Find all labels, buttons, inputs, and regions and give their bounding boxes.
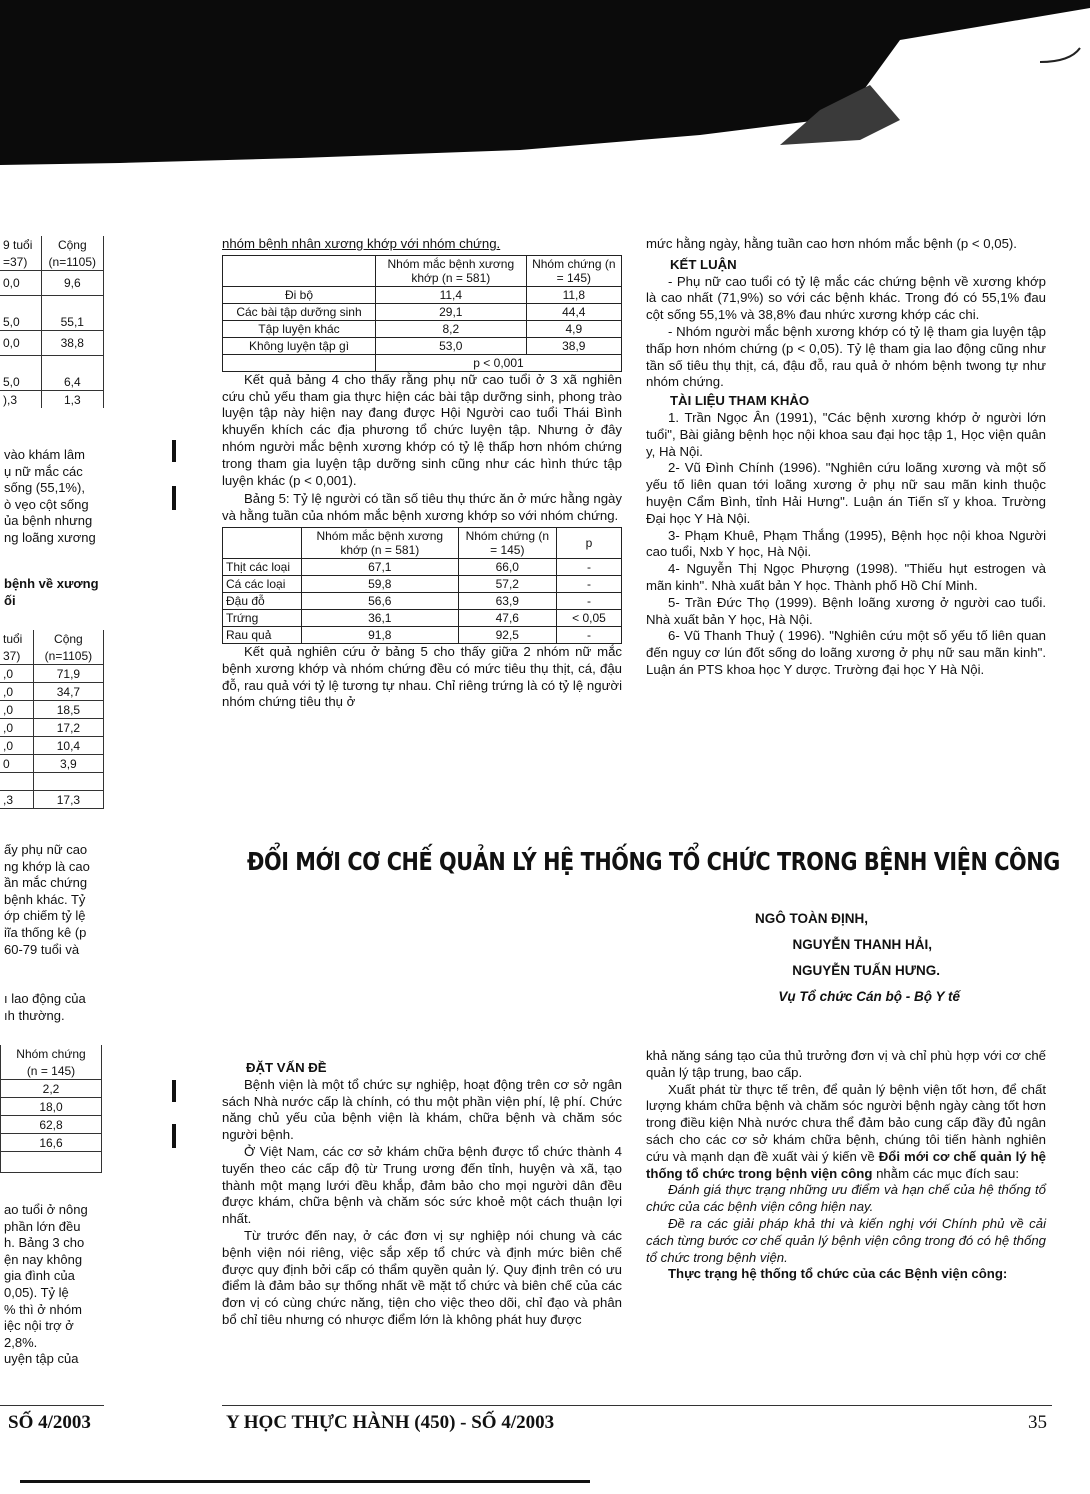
table-cell: 56,6	[302, 592, 459, 609]
text-line: bệnh khác. Tỷ	[4, 891, 86, 907]
table-cell: Không luyện tập gì	[223, 337, 376, 354]
margin-mark	[172, 1124, 176, 1148]
table-cell	[1, 1152, 102, 1173]
table-cell: 8,2	[376, 320, 527, 337]
decorative-banner	[0, 0, 1090, 175]
table-cell: ,3	[0, 791, 33, 809]
footer-rule	[222, 1405, 1052, 1406]
fragment-text-4	[4, 991, 86, 1024]
table-cell: Cộng	[41, 236, 103, 253]
table-cell: 34,7	[33, 683, 103, 701]
table-cell: 91,8	[302, 626, 459, 643]
table-p-value: p < 0,001	[376, 354, 622, 371]
text-line: % thì ở nhóm	[4, 1301, 82, 1317]
table-cell: 37)	[0, 647, 33, 665]
table-cell: 36,1	[302, 609, 459, 626]
page-number: 35	[1028, 1412, 1047, 1433]
table-cell: ,0	[0, 683, 33, 701]
table-cell: 59,8	[302, 575, 459, 592]
text-line: 0,05). Tỷ lệ	[4, 1284, 69, 1300]
text-line: ao tuổi ở nông	[4, 1202, 88, 1217]
emphasis-text: Đổi mới cơ chế quản lý hệ thống tổ chức trong bệnh viện công	[646, 1148, 1046, 1181]
paragraph: khả năng sáng tạo của thủ trưởng đơn vị và chỉ phù hợp với cơ chế quản lý tập trung, bao cấp.	[646, 1048, 1046, 1080]
margin-mark	[172, 1080, 176, 1102]
table-cell	[0, 773, 33, 791]
text-line: ı lao động của	[4, 991, 86, 1006]
table-cell: 10,4	[33, 737, 103, 755]
paragraph	[646, 1082, 1046, 1183]
article-title: ĐỔI MỚI CƠ CHẾ QUẢN LÝ HỆ THỐNG TỔ CHỨC TRONG BỆNH VIỆN CÔNG	[247, 847, 1060, 876]
table-cell: 3,9	[33, 755, 103, 773]
table-cell	[223, 255, 376, 286]
goal-item: Đánh giá thực trạng những ưu điểm và hạn chế của hệ thống tổ chức của các bệnh viện công hiện nay.	[646, 1182, 1046, 1215]
paragraph: Kết quả nghiên cứu ở bảng 5 cho thấy giữa 2 nhóm nữ mắc bệnh xương khớp và nhóm chứng đều có mức tiêu thụ thịt, cá, đậu đỗ, rau quả với tỷ lệ tương tự nhau. Chỉ riêng trứng là có tỷ lệ người nhóm chứng tiêu thụ ở	[222, 643, 622, 710]
paragraph: mức hằng ngày, hằng tuần cao hơn nhóm mắc bệnh (p < 0,05).	[646, 236, 1017, 251]
text-line: uyện tập của	[4, 1351, 79, 1367]
text-line: ng khớp là cao	[4, 858, 90, 874]
table-cell: 5,0	[0, 313, 41, 331]
reference-item: 5- Trần Đức Thọ (1999). Bệnh loãng xương ở người cao tuổi. Nhà xuất bản Y học, Hà Nội.	[646, 594, 1046, 627]
column-1-lower	[222, 1060, 622, 1329]
table-cell: 53,0	[376, 337, 527, 354]
column-1-upper	[222, 236, 622, 711]
text-line: h. Bảng 3 cho	[4, 1235, 85, 1251]
table-cell: tuổi	[0, 630, 33, 647]
fragment-text-2	[4, 576, 99, 609]
author-name: NGUYỄN THANH HẢI,	[792, 937, 932, 952]
text-line: sống (55,1%),	[4, 480, 85, 496]
footer-journal: Y HỌC THỰC HÀNH (450) - SỐ 4/2003	[226, 1412, 555, 1433]
table-cell	[0, 356, 41, 374]
table-intro: nhóm bệnh nhân xương khớp với nhóm chứng.	[222, 236, 501, 251]
table-cell: ),3	[0, 391, 41, 409]
author-name: NGÔ TOÀN ĐỊNH,	[754, 911, 868, 926]
table-header-cell: Nhóm mắc bệnh xương khớp (n = 581)	[376, 255, 527, 286]
table-cell: -	[557, 575, 622, 592]
fragment-text-5	[4, 1202, 88, 1368]
conclusion-item: - Nhóm người mắc bệnh xương khớp có tỷ lệ tham gia luyện tập thấp hơn nhóm chứng (p < 0,05). Tỷ lệ tham gia lao động cũng như tần số tiêu thụ thịt, cá, đậu đỗ, rau quả ở nhóm bệnh twong tự như nhóm chứng.	[646, 323, 1046, 390]
table-cell: 92,5	[458, 626, 556, 643]
table-cell: 9 tuổi	[0, 236, 41, 253]
table-5	[222, 527, 622, 644]
margin-mark	[172, 440, 176, 462]
conclusion-item: - Phụ nữ cao tuổi có tỷ lệ mắc các chứng bệnh về xương khớp là cao nhất (71,9%) so với các bệnh khác. Trong đó có 55,1% đau cột sống 55,1% và 38,8% đau nhức xương khớp các chi.	[646, 273, 1046, 323]
table-cell: -	[557, 558, 622, 575]
table-cell: 16,6	[1, 1134, 102, 1152]
fragment-text-1	[4, 447, 96, 547]
text-line: ần mắc chứng	[4, 875, 88, 891]
table-cell: 5,0	[0, 373, 41, 391]
table-cell: 17,3	[33, 791, 103, 809]
table-cell: 18,0	[1, 1098, 102, 1116]
table-cell: 1,3	[41, 391, 103, 409]
text-line: ủa bệnh nhưng	[4, 513, 93, 529]
section-heading: ĐẶT VẤN ĐỀ	[246, 1060, 327, 1075]
reference-item: 6- Vũ Thanh Thuỷ ( 1996). "Nghiên cứu một số yếu tố liên quan đến nguy cơ lún đốt sống do loãng xương ở phụ nữ sau mãn kinh". Luận án PTS khoa học Y dược. Trường đại học Y Hà Nội.	[646, 628, 1046, 677]
table-cell: Trứng	[223, 609, 302, 626]
table-cell: 17,2	[33, 719, 103, 737]
table-cell: ,0	[0, 719, 33, 737]
reference-item: 2- Vũ Đình Chính (1996). "Nghiên cứu loãng xương và một số yếu tố liên quan tới loãng xương ở phụ nữ sau mãn kinh thuộc huyện Cẩm Bình, tỉnh Hải Hưng". Luận án Tiến sĩ y khoa. Trường Đại học Y Hà Nội.	[646, 460, 1046, 526]
fragment-text-3	[4, 842, 90, 958]
table-cell: 11,8	[526, 286, 621, 303]
table-cell: Nhóm chứng	[1, 1045, 102, 1062]
section-heading: KẾT LUẬN	[670, 256, 737, 272]
table-cell: 0	[0, 755, 33, 773]
table-cell: 63,9	[458, 592, 556, 609]
text-line: ụ nữ mắc các	[4, 463, 83, 479]
table-cell: (n = 145)	[1, 1062, 102, 1080]
text-line: ıh thường.	[4, 1007, 65, 1023]
fragment-table-1	[0, 236, 104, 408]
table-cell: 11,4	[376, 286, 527, 303]
table-cell: Cá các loại	[223, 575, 302, 592]
table-cell: 0,0	[0, 331, 41, 356]
column-2-lower	[646, 1048, 1046, 1283]
table-header-cell: Nhóm mắc bệnh xương khớp (n = 581)	[302, 527, 459, 558]
table-header-cell: Nhóm chứng (n = 145)	[458, 527, 556, 558]
author-name: NGUYỄN TUẤN HƯNG.	[792, 963, 940, 978]
table-cell: 44,4	[526, 303, 621, 320]
text-line: 60-79 tuổi và	[4, 941, 80, 957]
table-cell: 67,1	[302, 558, 459, 575]
table-cell: Đậu đỗ	[223, 592, 302, 609]
table-cell: Rau quả	[223, 626, 302, 643]
table-header-cell: Nhóm chứng (n = 145)	[526, 255, 621, 286]
table-cell: Tập luyện khác	[223, 320, 376, 337]
paragraph-text: Xuất phát từ thực tế trên, để quản lý bệnh viện tốt hơn, để chất lượng khám chữa bệnh và chăm sóc người bệnh ngày càng tốt hơn trong điều kiện Nhà nước chưa thể đảm bảo cung cấp đầy đủ ngân sách cho các cơ sở khám chữa bệnh, chúng tôi tiến hành nghiên cứu và mạnh dạn đề xuất vài ý kiến về	[646, 1081, 1046, 1164]
table-cell: ,0	[0, 701, 33, 719]
footer-rule	[0, 1405, 104, 1406]
text-line: iĩa thống kê (p	[4, 924, 87, 940]
author-block	[754, 906, 960, 1010]
table-cell: ,0	[0, 665, 33, 683]
table-cell	[0, 296, 41, 314]
table-cell: Các bài tập dưỡng sinh	[223, 303, 376, 320]
column-2-upper	[646, 236, 1046, 679]
table-cell: 66,0	[458, 558, 556, 575]
text-line: ng loãng xương	[4, 529, 96, 545]
goal-item: Đề ra các giải pháp khả thi và kiến nghị với Chính phủ về cải cách từng bước cơ chế quản lý bệnh viện công trong đó có hệ thống tổ chức trong bệnh viện.	[646, 1215, 1046, 1265]
text-line: ò vẹo cột sống	[4, 496, 89, 512]
paragraph: Từ trước đến nay, ở các đơn vị sự nghiệp nói chung và các bệnh viện nói riêng, việc sắp xếp tổ chức và định mức biên chế được quy định bởi cấp có thẩm quyền quản lý. Quy định trên có ưu điểm là đảm bảo sự thống nhất về mặt tổ chức và biên chế của các đơn vị có cùng chức năng, tiện cho việc theo dõi, chỉ đạo và phân bổ chỉ tiêu nhưng có nhược điểm lớn là không phát huy được	[222, 1227, 622, 1327]
bottom-rule	[20, 1480, 590, 1483]
margin-mark	[172, 486, 176, 510]
text-line: 2,8%.	[4, 1334, 38, 1350]
table-cell: ,0	[0, 737, 33, 755]
text-line: ớp chiếm tỷ lệ	[4, 908, 86, 924]
table-cell	[223, 354, 376, 371]
text-line: ối	[4, 592, 16, 608]
text-line: phần lớn đều	[4, 1218, 81, 1234]
table-caption: Bảng 5: Tỷ lệ người có tần số tiêu thụ thức ăn ở mức hằng ngày và hằng tuần của nhóm mắc bệnh xương khớp so với nhóm chứng.	[222, 491, 622, 524]
fragment-table-2	[0, 630, 104, 809]
fragment-table-3	[0, 1045, 102, 1173]
table-cell: 55,1	[41, 313, 103, 331]
reference-item: 1. Trần Ngọc Ân (1991), "Các bệnh xương khớp ở người lớn tuổi", Bài giảng bệnh học nội khoa sau đại học tập 1, Học viện quân y, Hà Nội.	[646, 409, 1046, 459]
table-cell: 38,8	[41, 331, 103, 356]
table-cell: -	[557, 626, 622, 643]
table-4	[222, 255, 622, 372]
text-line: ấy phụ nữ cao	[4, 842, 88, 857]
text-line: vào khám lâm	[4, 447, 85, 462]
table-cell: Đi bộ	[223, 286, 376, 303]
table-cell: 4,9	[526, 320, 621, 337]
table-cell: 2,2	[1, 1080, 102, 1098]
author-affiliation: Vụ Tổ chức Cán bộ - Bộ Y tế	[778, 989, 960, 1004]
table-cell: 9,6	[41, 271, 103, 296]
table-cell	[41, 356, 103, 374]
table-cell	[33, 773, 103, 791]
table-cell	[41, 296, 103, 314]
text-line: gia đình của	[4, 1268, 75, 1284]
table-cell: 29,1	[376, 303, 527, 320]
table-cell: (n=1105)	[33, 647, 103, 665]
paragraph: Kết quả bảng 4 cho thấy rằng phụ nữ cao tuổi ở 3 xã nghiên cứu chủ yếu tham gia thực hiện các bài tập dưỡng sinh, phong trào luyện tập này hiện nay đang được Hội Người cao tuổi Thái Bình khuyến khích các địa phương tổ chức luyện tập. Nhưng ở đây nhóm người mắc bệnh xương khớp có tỷ lệ thấp hơn nhóm chứng trong tham gia luyện tập dưỡng sinh cũng như các hình thức tập luyện khác (p < 0,001).	[222, 371, 622, 488]
table-cell: Thịt các loại	[223, 558, 302, 575]
table-cell: 0,0	[0, 271, 41, 296]
text-line: ện nay không	[4, 1251, 83, 1267]
paragraph: Bệnh viện là một tổ chức sự nghiệp, hoạt động trên cơ sở ngân sách Nhà nước cấp là chính, có thu một phần viện phí, lệ phí. Chức năng chủ yếu của bệnh viện là khám, chữa bệnh và chăm sóc người bệnh.	[222, 1076, 622, 1143]
reference-item: 4- Nguyễn Thị Ngọc Phượng (1998). "Thiếu hụt estrogen và mãn kinh". Nhà xuất bản Y học. Thành phố Hồ Chí Minh.	[646, 561, 1046, 593]
table-cell: Cộng	[33, 630, 103, 647]
table-cell: -	[557, 592, 622, 609]
table-cell: 62,8	[1, 1116, 102, 1134]
paragraph-text: nhằm các mục đích sau:	[872, 1165, 1020, 1181]
table-cell: 71,9	[33, 665, 103, 683]
reference-item: 3- Phạm Khuê, Phạm Thắng (1995), Bệnh học nội khoa Người cao tuổi, Nxb Y học, Hà Nội.	[646, 527, 1046, 560]
table-cell: < 0,05	[557, 609, 622, 626]
table-cell: 57,2	[458, 575, 556, 592]
table-cell: 6,4	[41, 373, 103, 391]
table-cell: 18,5	[33, 701, 103, 719]
table-header-cell: p	[557, 527, 622, 558]
section-heading: TÀI LIỆU THAM KHẢO	[670, 393, 810, 409]
table-cell	[223, 527, 302, 558]
table-cell: =37)	[0, 253, 41, 271]
footer-issue: SỐ 4/2003	[8, 1412, 91, 1433]
table-cell: (n=1105)	[41, 253, 103, 271]
text-line: bệnh về xương	[4, 576, 99, 591]
subheading: Thực trạng hệ thống tổ chức của các Bệnh viện công:	[668, 1266, 1008, 1282]
table-cell: 38,9	[526, 337, 621, 354]
table-cell: 47,6	[458, 609, 556, 626]
paragraph: Ở Việt Nam, các cơ sở khám chữa bệnh được tổ chức thành 4 tuyến theo các cấp độ từ Trung ương đến tỉnh, huyện và xã, tạo thành một mạng lưới đều khắp, đảm bảo cho mọi người dân đều được khám, chữa bệnh và chăm sóc sức khoẻ một cách thuận lợi nhất.	[222, 1143, 622, 1227]
text-line: iệc nội trợ ở	[4, 1318, 74, 1334]
